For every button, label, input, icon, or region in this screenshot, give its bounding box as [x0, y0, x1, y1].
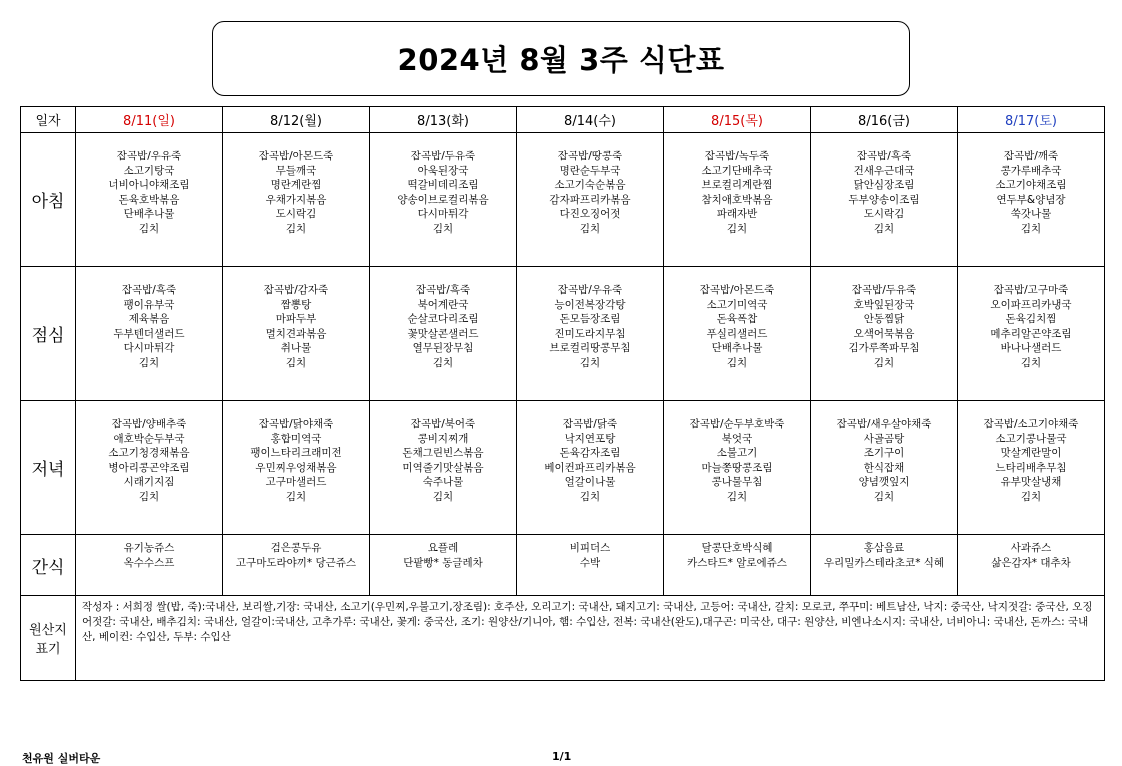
meal-cell [76, 401, 223, 535]
menu-item: 감자파프리카볶음 [549, 193, 631, 206]
menu-item: 베이컨파프리카볶음 [544, 461, 636, 474]
menu-item: 콩나물무침 [711, 476, 763, 488]
menu-item: 김치 [138, 490, 160, 503]
menu-item: 잡곡밥/감자죽 [263, 284, 329, 296]
menu-item: 잡곡밥/두유죽 [410, 150, 476, 162]
menu-item: 소고기미역국 [706, 298, 768, 311]
meal-cell [811, 401, 958, 535]
menu-item: 소불고기 [716, 447, 758, 459]
meal-cell [223, 133, 370, 267]
menu-item: 팽이느타리크래미전 [250, 447, 342, 459]
menu-item: 유부맛살냉채 [1000, 476, 1062, 488]
menu-item: 잡곡밥/흑죽 [415, 284, 471, 296]
menu-item: 소고기숙순볶음 [554, 179, 626, 191]
menu-item: 잡곡밥/닭야채죽 [258, 418, 334, 430]
menu-item: 김치 [873, 222, 895, 235]
menu-item: 잡곡밥/녹두죽 [704, 150, 770, 162]
menu-item: 제육볶음 [128, 313, 170, 325]
menu-item: 시래기지짐 [123, 476, 175, 488]
day-close-paren: ) [904, 114, 910, 129]
snack-item: 사과쥬스 [1010, 542, 1052, 554]
menu-item: 순살코다리조림 [407, 313, 479, 325]
menu-item: 푸실리샐러드 [706, 327, 768, 340]
menu-item: 잡곡밥/고구마죽 [993, 284, 1069, 296]
snack-item: 달콩단호박식혜 [701, 542, 773, 554]
day-header [664, 107, 811, 133]
menu-item: 잡곡밥/흑죽 [856, 150, 912, 162]
day-date: 8/11( [123, 114, 158, 129]
snack-cell [517, 535, 664, 596]
day-of-week: 목 [745, 114, 758, 129]
menu-item: 열무된장무침 [412, 342, 474, 354]
menu-item: 도시락김 [275, 208, 317, 220]
meal-cell [958, 133, 1105, 267]
menu-item: 마늘쫑땅콩조림 [701, 461, 773, 474]
menu-item: 김치 [432, 222, 454, 235]
snack-cell [223, 535, 370, 596]
menu-item: 소고기콩나물국 [995, 432, 1067, 445]
snack-item: 비피더스 [569, 542, 611, 554]
snack-item: 수박 [579, 556, 601, 569]
snack-row [21, 535, 1105, 596]
snack-item: 우리밀카스테라초코* 식혜 [823, 556, 945, 569]
snack-item: 요플레 [427, 542, 459, 554]
meal-cell [958, 401, 1105, 535]
snack-item: 검은콩두유 [270, 542, 322, 554]
menu-item: 사골곰탕 [863, 432, 905, 445]
meal-cell [370, 401, 517, 535]
menu-item: 잡곡밥/새우살야채죽 [836, 418, 932, 430]
meal-cell [223, 267, 370, 401]
footer-org: 천유원 실버타운 [22, 752, 101, 765]
menu-item: 오이파프리카냉국 [990, 298, 1072, 311]
menu-item: 느타리배추무침 [995, 461, 1067, 474]
menu-item: 김치 [579, 356, 601, 369]
menu-item: 잡곡밥/두유죽 [851, 284, 917, 296]
day-close-paren: ) [463, 114, 469, 129]
menu-item: 취나물 [280, 342, 312, 354]
menu-item: 너비아니야채조림 [108, 179, 190, 191]
menu-item: 명란순두부국 [559, 164, 621, 177]
menu-item: 다시마튀각 [417, 208, 469, 220]
title-box [212, 21, 910, 96]
header-label: 일자 [21, 107, 76, 133]
menu-item: 김치 [432, 490, 454, 503]
menu-item: 잡곡밥/닭죽 [562, 418, 618, 430]
menu-item: 김치 [726, 222, 748, 235]
menu-item: 도시락김 [863, 208, 905, 220]
snack-item: 삶은감자* 대추차 [991, 556, 1071, 569]
meal-label: 저녁 [21, 401, 76, 535]
menu-item: 잡곡밥/순두부호박죽 [689, 418, 785, 430]
menu-item: 김치 [579, 222, 601, 235]
menu-item: 멸치견과볶음 [265, 327, 327, 340]
menu-item: 호박잎된장국 [853, 298, 915, 311]
menu-item: 바나나샐러드 [1000, 342, 1062, 354]
meal-cell [517, 133, 664, 267]
menu-item: 북엇국 [721, 432, 753, 445]
menu-item: 잡곡밥/소고기야채죽 [983, 418, 1079, 430]
menu-item: 닭안심장조림 [853, 179, 915, 191]
snack-label: 간식 [21, 535, 76, 596]
menu-item: 잡곡밥/땅콩죽 [557, 150, 623, 162]
page-title: 2024년 8월 3주 식단표 [397, 43, 725, 77]
menu-item: 두부텐더샐러드 [113, 327, 185, 340]
snack-cell [664, 535, 811, 596]
day-close-paren: ) [1051, 114, 1057, 129]
menu-item: 우채가지볶음 [265, 193, 327, 206]
meal-row-lunch [21, 267, 1105, 401]
menu-item: 브로컬리땅콩무침 [549, 342, 631, 354]
day-close-paren: ) [316, 114, 322, 129]
day-date: 8/15( [711, 114, 746, 129]
menu-item: 김치 [1020, 356, 1042, 369]
day-of-week: 월 [304, 114, 317, 129]
menu-item: 능이전복장각탕 [554, 298, 626, 311]
day-date: 8/14( [564, 114, 599, 129]
day-close-paren: ) [610, 114, 616, 129]
meal-cell [664, 133, 811, 267]
menu-item: 명란계란찜 [270, 179, 322, 191]
menu-item: 김치 [873, 356, 895, 369]
day-of-week: 화 [451, 114, 464, 129]
meal-label: 점심 [21, 267, 76, 401]
menu-item: 김치 [579, 490, 601, 503]
menu-item: 단배추나물 [711, 342, 763, 354]
menu-item: 낙지연포탕 [564, 432, 616, 445]
meal-cell [370, 267, 517, 401]
meal-cell [958, 267, 1105, 401]
menu-item: 잡곡밥/깨죽 [1003, 150, 1059, 162]
menu-item: 잡곡밥/북어죽 [410, 418, 476, 430]
day-of-week: 토 [1039, 114, 1052, 129]
menu-item: 단배추나물 [123, 208, 175, 220]
menu-item: 콩비지찌개 [417, 432, 469, 445]
menu-item: 잡곡밥/흑죽 [121, 284, 177, 296]
snack-cell [76, 535, 223, 596]
day-date: 8/13( [417, 114, 452, 129]
menu-item: 김치 [285, 490, 307, 503]
menu-item: 오색어묵볶음 [853, 327, 915, 340]
menu-item: 우민찌우엉채볶음 [255, 461, 337, 474]
snack-item: 홍삼음료 [863, 542, 905, 554]
day-header [811, 107, 958, 133]
menu-item: 북어계란국 [417, 298, 469, 311]
day-of-week: 일 [157, 114, 170, 129]
menu-item: 아욱된장국 [417, 164, 469, 177]
menu-item: 팽이유부국 [123, 298, 175, 311]
menu-item: 김치 [873, 490, 895, 503]
menu-item: 건새우근대국 [853, 164, 915, 177]
menu-item: 마파두부 [275, 313, 317, 325]
menu-item: 잡곡밥/양배추죽 [111, 418, 187, 430]
menu-item: 잡곡밥/아몬드죽 [258, 150, 334, 162]
menu-item: 김치 [726, 490, 748, 503]
day-date: 8/16( [858, 114, 893, 129]
menu-item: 떡갈비데리조림 [407, 179, 479, 191]
meal-cell [76, 267, 223, 401]
menu-item: 미역줄기맛살볶음 [402, 461, 484, 474]
snack-item: 카스타드* 알로에쥬스 [687, 556, 787, 569]
footer-page-number: 1/1 [552, 750, 572, 763]
menu-item: 김치 [432, 356, 454, 369]
menu-item: 애호박순두부국 [113, 432, 185, 445]
meal-row-breakfast [21, 133, 1105, 267]
meal-label: 아침 [21, 133, 76, 267]
menu-item: 돈육감자조림 [559, 447, 621, 459]
menu-item: 조기구이 [863, 447, 905, 459]
menu-item: 홍합미역국 [270, 432, 322, 445]
origin-text: 작성자 : 서희정 쌀(밥, 죽):국내산, 보리쌀,기장: 국내산, 소고기(우민찌,우불고기,장조림): 호주산, 오리고기: 국내산, 돼지고기: 국내산, 고등어: 국내산, 갈치: 모로코, 쭈꾸미: 베트남산, 낙지: 중국산, 낙지젓갈: 중국산, 오징어젓갈: 국내산, 배추김치: 국내산, 얼갈이:국내산, 고추가루: 국내산, 꽃게: 중국산, 조기: 원양산/기니아, 햄: 수입산, 전복: 국내산(완도),대구곤: 미국산, 대구: 원양산, 비엔나소시지: 국내산, 너비아니: 국내산, 돈까스: 국내산, 베이컨: 수입산, 두부: 수입산 [76, 596, 1105, 681]
day-date: 8/17( [1005, 114, 1040, 129]
menu-item: 김치 [285, 356, 307, 369]
menu-item: 돈육호박볶음 [118, 193, 180, 206]
menu-item: 돈육폭찹 [716, 313, 758, 325]
day-header [370, 107, 517, 133]
menu-item: 소고기야채조림 [995, 179, 1067, 191]
meal-table [20, 106, 1105, 681]
day-close-paren: ) [757, 114, 763, 129]
menu-item: 양송이브로컬리볶음 [397, 193, 489, 206]
meal-cell [664, 401, 811, 535]
day-header [958, 107, 1105, 133]
day-of-week: 금 [892, 114, 905, 129]
menu-item: 잡곡밥/우유죽 [116, 150, 182, 162]
day-header [517, 107, 664, 133]
meal-cell [811, 267, 958, 401]
menu-item: 쑥갓나물 [1010, 208, 1052, 220]
day-of-week: 수 [598, 114, 611, 129]
meal-cell [517, 401, 664, 535]
snack-item: 유기농쥬스 [123, 542, 175, 554]
snack-cell [958, 535, 1105, 596]
day-date: 8/12( [270, 114, 305, 129]
snack-item: 고구마도라야끼* 당근쥬스 [235, 556, 357, 569]
menu-item: 병아리콩곤약조림 [108, 461, 190, 474]
meal-row-dinner [21, 401, 1105, 535]
menu-item: 소고기청경채볶음 [108, 447, 190, 459]
menu-item: 다시마튀각 [123, 342, 175, 354]
day-close-paren: ) [169, 114, 175, 129]
menu-item: 김치 [138, 356, 160, 369]
menu-item: 돈육김치찜 [1005, 313, 1057, 325]
menu-item: 두부양송이조림 [848, 193, 920, 206]
meal-cell [370, 133, 517, 267]
menu-item: 연두부&양념장 [996, 193, 1066, 206]
menu-item: 양념깻잎지 [858, 476, 910, 488]
menu-item: 돈모듬장조림 [559, 313, 621, 325]
menu-item: 김치 [285, 222, 307, 235]
menu-item: 무들깨국 [275, 164, 317, 177]
snack-item: 옥수수스프 [123, 556, 175, 569]
menu-item: 진미도라지무침 [554, 327, 626, 340]
day-header [76, 107, 223, 133]
menu-item: 브로컬리계란찜 [701, 179, 773, 191]
day-header [223, 107, 370, 133]
meal-cell [811, 133, 958, 267]
menu-item: 한식잡채 [863, 461, 905, 474]
origin-row [21, 596, 1105, 681]
snack-item: 단팥빵* 동글레차 [403, 556, 483, 569]
menu-item: 김치 [138, 222, 160, 235]
origin-label: 원산지 표기 [21, 596, 76, 681]
menu-item: 소고기단배추국 [701, 164, 773, 177]
menu-item: 고구마샐러드 [265, 476, 327, 488]
menu-item: 메추리알곤약조림 [990, 327, 1072, 340]
menu-item: 돈채그린빈스볶음 [402, 447, 484, 459]
menu-item: 짬뽕탕 [280, 298, 312, 311]
menu-item: 참치애호박볶음 [701, 193, 773, 206]
snack-cell [811, 535, 958, 596]
menu-item: 콩가루배추국 [1000, 164, 1062, 177]
menu-item: 김치 [1020, 490, 1042, 503]
menu-item: 잡곡밥/아몬드죽 [699, 284, 775, 296]
menu-item: 맛살계란말이 [1000, 447, 1062, 459]
menu-item: 김치 [726, 356, 748, 369]
meal-cell [517, 267, 664, 401]
menu-item: 잡곡밥/우유죽 [557, 284, 623, 296]
header-row [21, 107, 1105, 133]
menu-item: 김치 [1020, 222, 1042, 235]
snack-cell [370, 535, 517, 596]
menu-item: 파래자반 [716, 208, 758, 220]
menu-item: 꽃맛살콘샐러드 [407, 327, 479, 340]
menu-item: 숙주나물 [422, 476, 464, 488]
menu-item: 김가루쪽파무침 [848, 342, 920, 354]
meal-cell [76, 133, 223, 267]
meal-cell [223, 401, 370, 535]
menu-item: 얼갈이나물 [564, 476, 616, 488]
menu-item: 안동찜닭 [863, 313, 905, 325]
meal-cell [664, 267, 811, 401]
menu-item: 다진오징어젓 [559, 208, 621, 220]
menu-item: 소고기탕국 [123, 164, 175, 177]
